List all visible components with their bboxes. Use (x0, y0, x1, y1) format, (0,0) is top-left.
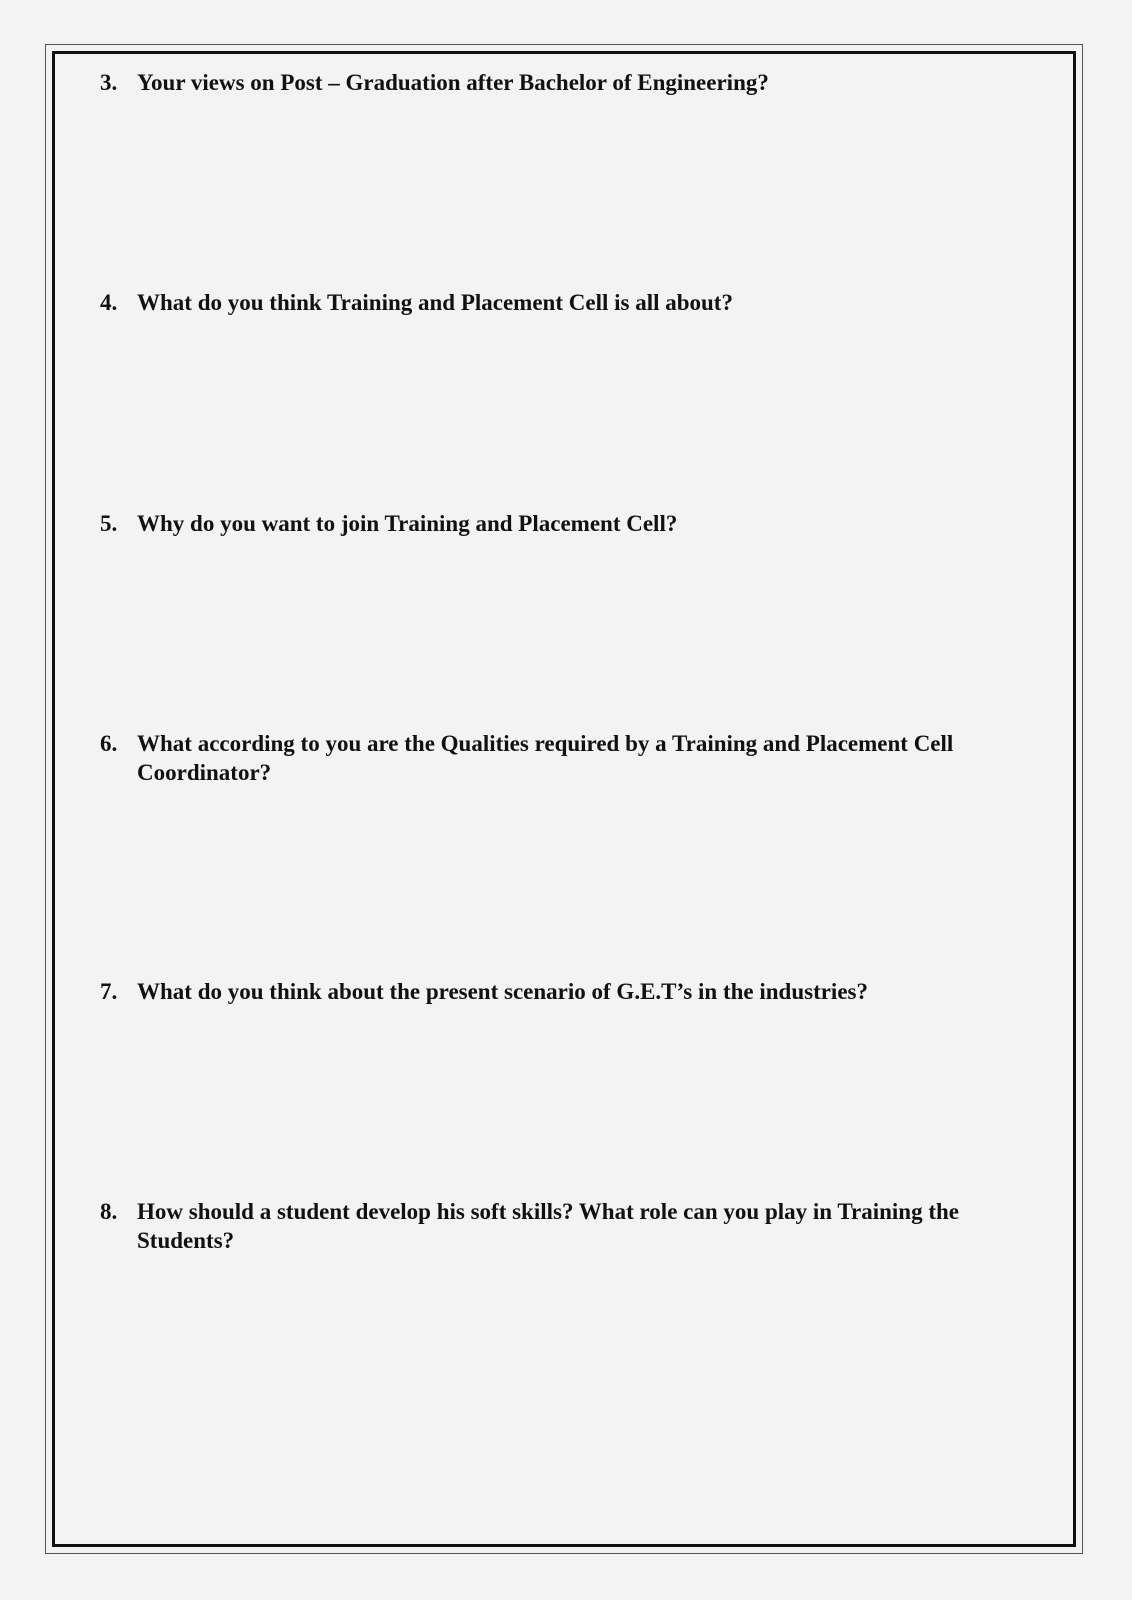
question-3 (100, 68, 1030, 97)
question-number: 4. (100, 290, 118, 315)
question-7 (100, 977, 1030, 1006)
question-text: What do you think Training and Placement Cell is all about? (137, 290, 733, 315)
question-text: Why do you want to join Training and Placement Cell? (137, 511, 678, 536)
question-number: 8. (100, 1199, 118, 1224)
question-text: Your views on Post – Graduation after Bachelor of Engineering? (137, 70, 769, 95)
question-6 (100, 729, 1030, 787)
question-4 (100, 288, 1030, 317)
question-number: 3. (100, 70, 118, 95)
question-text: What do you think about the present scenario of G.E.T’s in the industries? (137, 979, 868, 1004)
question-text: How should a student develop his soft skills? What role can you play in Training the Students? (137, 1199, 960, 1253)
question-number: 6. (100, 731, 118, 756)
question-5 (100, 509, 1030, 538)
question-number: 5. (100, 511, 118, 536)
question-text: What according to you are the Qualities required by a Training and Placement Cell Coordinator? (137, 731, 954, 785)
page-border-inner (52, 51, 1076, 1547)
question-8 (100, 1197, 1030, 1255)
question-number: 7. (100, 979, 118, 1004)
